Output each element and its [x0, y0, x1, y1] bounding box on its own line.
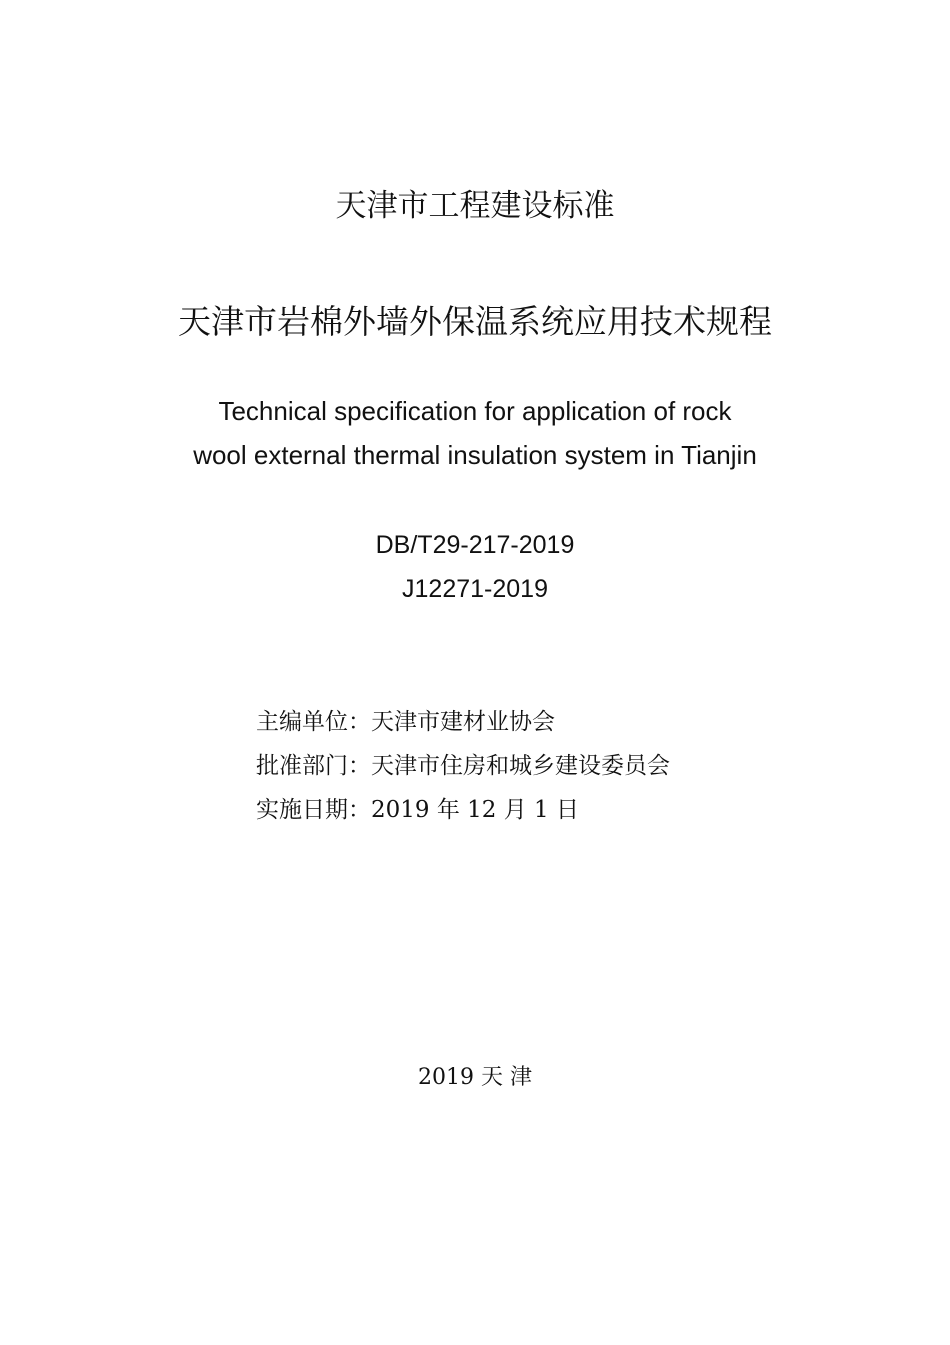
document-title-chinese: 天津市岩棉外墙外保温系统应用技术规程: [178, 302, 772, 341]
standard-code: DB/T29-217-2019: [375, 531, 575, 559]
editor-unit-value: 天津市建材业协会: [371, 709, 555, 735]
approval-department-label: 批准部门：: [256, 753, 371, 779]
effective-date-label: 实施日期：: [256, 797, 371, 823]
publication-info: [256, 700, 670, 832]
publication-year-place: 2019 天 津: [418, 1065, 532, 1090]
approval-department-row: [256, 744, 670, 788]
approval-department-value: 天津市住房和城乡建设委员会: [371, 753, 670, 779]
document-title-english-line-1: Technical specification for application of rock: [218, 396, 732, 426]
effective-date-value: 2019 年 12 月 1 日: [371, 797, 579, 823]
record-number: J12271-2019: [402, 575, 548, 603]
editor-unit-label: 主编单位：: [256, 709, 371, 735]
document-title-english-line-2: wool external thermal insulation system in Tianjin: [193, 440, 757, 470]
effective-date-row: [256, 788, 670, 832]
standard-series-title: 天津市工程建设标准: [335, 188, 615, 224]
editor-unit-row: [256, 700, 670, 744]
